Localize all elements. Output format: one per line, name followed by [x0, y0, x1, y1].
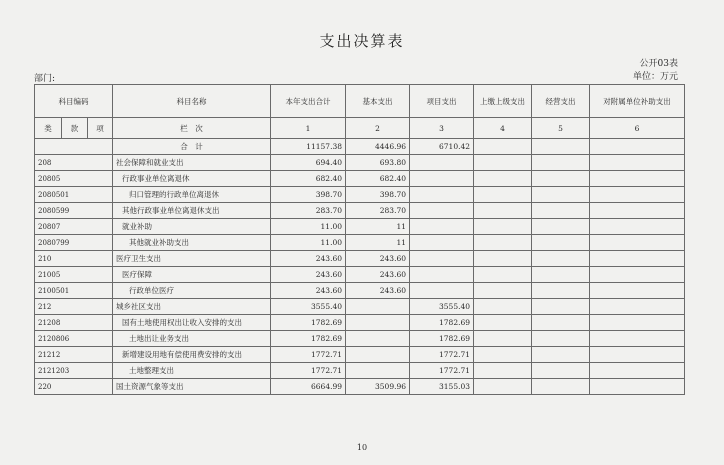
row-name: 就业补助: [113, 219, 271, 235]
row-upper: [474, 331, 532, 347]
page-title: 支出决算表: [319, 32, 405, 50]
row-name: 归口管理的行政单位离退休: [113, 187, 271, 203]
col-num-5: 5: [532, 118, 590, 139]
row-basic: 243.60: [346, 283, 410, 299]
row-code: 220: [35, 379, 113, 395]
col-num-4: 4: [474, 118, 532, 139]
totals-project: 6710.42: [410, 139, 474, 155]
form-meta: [633, 58, 678, 84]
table-row: [35, 203, 685, 219]
row-project: [410, 235, 474, 251]
header-subsidy: 对附属单位补助支出: [590, 85, 685, 118]
row-code: 2120806: [35, 331, 113, 347]
table-row: [35, 379, 685, 395]
row-upper: [474, 379, 532, 395]
page-number: 10: [356, 443, 368, 452]
row-project: 1772.71: [410, 347, 474, 363]
row-upper: [474, 219, 532, 235]
row-upper: [474, 315, 532, 331]
table-row: [35, 219, 685, 235]
header-upper: 上缴上级支出: [474, 85, 532, 118]
row-subsidy: [590, 155, 685, 171]
row-total: 694.40: [271, 155, 346, 171]
header-xiang: 项: [88, 118, 113, 139]
row-name: 国土资源气象等支出: [113, 379, 271, 395]
row-code: 21208: [35, 315, 113, 331]
col-num-1: 1: [271, 118, 346, 139]
row-name: 城乡社区支出: [113, 299, 271, 315]
row-project: 3155.03: [410, 379, 474, 395]
row-name: 社会保障和就业支出: [113, 155, 271, 171]
row-upper: [474, 203, 532, 219]
row-total: 243.60: [271, 267, 346, 283]
row-code: 2080501: [35, 187, 113, 203]
row-name: 国有土地使用权出让收入安排的支出: [113, 315, 271, 331]
row-project: 1772.71: [410, 363, 474, 379]
table-row: [35, 299, 685, 315]
totals-basic: 4446.96: [346, 139, 410, 155]
row-name: 医疗保障: [113, 267, 271, 283]
table-row: [35, 331, 685, 347]
row-total: 243.60: [271, 283, 346, 299]
row-basic: [346, 363, 410, 379]
row-business: [532, 187, 590, 203]
row-name: 新增建设用地有偿使用费安排的支出: [113, 347, 271, 363]
header-code: 科目编码: [35, 85, 113, 118]
totals-label: 合 计: [113, 139, 271, 155]
row-total: 243.60: [271, 251, 346, 267]
row-total: 11.00: [271, 235, 346, 251]
table-row: [35, 187, 685, 203]
row-name: 医疗卫生支出: [113, 251, 271, 267]
row-business: [532, 299, 590, 315]
row-business: [532, 171, 590, 187]
table-row: [35, 347, 685, 363]
header-total: 本年支出合计: [271, 85, 346, 118]
table-row: [35, 267, 685, 283]
row-business: [532, 363, 590, 379]
row-business: [532, 347, 590, 363]
row-code: 210: [35, 251, 113, 267]
row-basic: 283.70: [346, 203, 410, 219]
table-row: [35, 363, 685, 379]
row-total: 283.70: [271, 203, 346, 219]
row-basic: 398.70: [346, 187, 410, 203]
row-subsidy: [590, 315, 685, 331]
row-total: 1772.71: [271, 363, 346, 379]
row-business: [532, 267, 590, 283]
department-label: 部门:: [34, 74, 56, 84]
header-basic: 基本支出: [346, 85, 410, 118]
header-row: [35, 85, 685, 118]
row-business: [532, 251, 590, 267]
table-row: [35, 315, 685, 331]
row-subsidy: [590, 171, 685, 187]
col-num-6: 6: [590, 118, 685, 139]
row-basic: [346, 331, 410, 347]
header-kuan: 款: [62, 118, 88, 139]
row-total: 3555.40: [271, 299, 346, 315]
row-subsidy: [590, 251, 685, 267]
row-basic: 243.60: [346, 267, 410, 283]
row-subsidy: [590, 379, 685, 395]
row-subsidy: [590, 187, 685, 203]
row-basic: 693.80: [346, 155, 410, 171]
row-name: 行政事业单位离退休: [113, 171, 271, 187]
row-upper: [474, 187, 532, 203]
row-upper: [474, 251, 532, 267]
row-code: 20805: [35, 171, 113, 187]
row-upper: [474, 363, 532, 379]
totals-total: 11157.38: [271, 139, 346, 155]
row-business: [532, 283, 590, 299]
row-code: 2121203: [35, 363, 113, 379]
row-code: 21212: [35, 347, 113, 363]
row-upper: [474, 283, 532, 299]
row-project: 3555.40: [410, 299, 474, 315]
table-row: [35, 155, 685, 171]
row-basic: 11: [346, 219, 410, 235]
table-row: [35, 235, 685, 251]
row-name: 土地出让业务支出: [113, 331, 271, 347]
totals-row: [35, 139, 685, 155]
row-subsidy: [590, 283, 685, 299]
col-num-3: 3: [410, 118, 474, 139]
row-code: 2080799: [35, 235, 113, 251]
row-basic: 3509.96: [346, 379, 410, 395]
table-row: [35, 171, 685, 187]
row-subsidy: [590, 347, 685, 363]
row-total: 682.40: [271, 171, 346, 187]
row-project: [410, 171, 474, 187]
unit-label: 单位：万元: [632, 72, 678, 82]
row-project: 1782.69: [410, 331, 474, 347]
row-upper: [474, 299, 532, 315]
row-name: 行政单位医疗: [113, 283, 271, 299]
row-project: [410, 219, 474, 235]
row-code: 21005: [35, 267, 113, 283]
row-total: 6664.99: [271, 379, 346, 395]
row-total: 1772.71: [271, 347, 346, 363]
row-code: 208: [35, 155, 113, 171]
row-total: 11.00: [271, 219, 346, 235]
row-business: [532, 155, 590, 171]
row-subsidy: [590, 363, 685, 379]
row-name: 土地整理支出: [113, 363, 271, 379]
row-basic: 682.40: [346, 171, 410, 187]
row-subsidy: [590, 267, 685, 283]
header-name: 科目名称: [113, 85, 271, 118]
row-total: 398.70: [271, 187, 346, 203]
form-code: 公开03表: [639, 59, 678, 69]
header-project: 项目支出: [410, 85, 474, 118]
row-business: [532, 379, 590, 395]
row-basic: [346, 299, 410, 315]
row-business: [532, 219, 590, 235]
header-business: 经营支出: [532, 85, 590, 118]
expenditure-table: [34, 84, 685, 395]
table-row: [35, 283, 685, 299]
row-name: 其他行政事业单位离退休支出: [113, 203, 271, 219]
table-row: [35, 251, 685, 267]
row-business: [532, 235, 590, 251]
row-project: [410, 251, 474, 267]
row-subsidy: [590, 219, 685, 235]
row-basic: [346, 347, 410, 363]
row-subsidy: [590, 203, 685, 219]
row-upper: [474, 235, 532, 251]
row-project: 1782.69: [410, 315, 474, 331]
row-basic: 243.60: [346, 251, 410, 267]
row-code: 2100501: [35, 283, 113, 299]
row-upper: [474, 155, 532, 171]
row-upper: [474, 267, 532, 283]
row-upper: [474, 347, 532, 363]
column-order-row: [35, 118, 685, 139]
row-code: 20807: [35, 219, 113, 235]
row-project: [410, 155, 474, 171]
col-num-2: 2: [346, 118, 410, 139]
header-lei: 类: [35, 118, 62, 139]
row-business: [532, 203, 590, 219]
row-total: 1782.69: [271, 331, 346, 347]
row-total: 1782.69: [271, 315, 346, 331]
row-code: 212: [35, 299, 113, 315]
row-upper: [474, 171, 532, 187]
row-code: 2080599: [35, 203, 113, 219]
row-subsidy: [590, 331, 685, 347]
row-name: 其他就业补助支出: [113, 235, 271, 251]
row-project: [410, 267, 474, 283]
row-business: [532, 331, 590, 347]
column-order-label: 栏 次: [113, 118, 271, 139]
row-subsidy: [590, 299, 685, 315]
row-basic: [346, 315, 410, 331]
row-subsidy: [590, 235, 685, 251]
row-business: [532, 315, 590, 331]
row-project: [410, 187, 474, 203]
row-project: [410, 203, 474, 219]
row-basic: 11: [346, 235, 410, 251]
row-project: [410, 283, 474, 299]
